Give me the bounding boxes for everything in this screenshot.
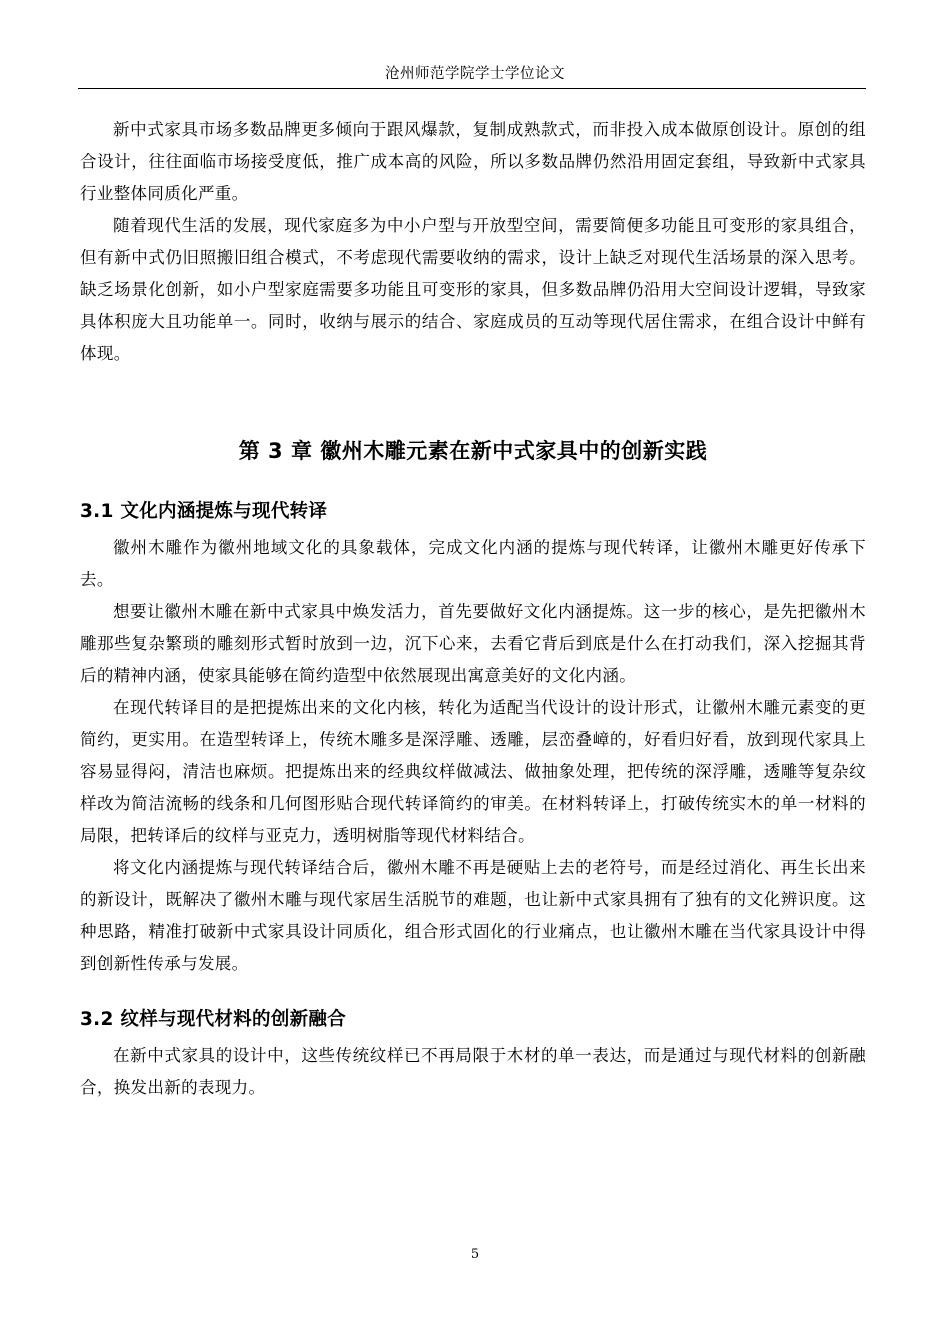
- paragraph: 徽州木雕作为徽州地域文化的具象载体，完成文化内涵的提炼与现代转译，让徽州木雕更好传承下去。: [80, 538, 866, 589]
- section-title: 3.1 文化内涵提炼与现代转译: [80, 501, 328, 522]
- paragraph: 新中式家具市场多数品牌更多倾向于跟风爆款，复制成熟款式，而非投入成本做原创设计。原创的组合设计，往往面临市场接受度低，推广成本高的风险，所以多数品牌仍然沿用固定套组，导致新中式家具行业整体同质化严重。: [80, 120, 866, 203]
- running-header: 沧州师范学院学士学位论文: [385, 66, 565, 82]
- page-body: [80, 114, 866, 1104]
- section-title: 3.2 纹样与现代材料的创新融合: [80, 1009, 347, 1030]
- paragraph: 想要让徽州木雕在新中式家具中焕发活力，首先要做好文化内涵提炼。这一步的核心，是先把徽州木雕那些复杂繁琐的雕刻形式暂时放到一边，沉下心来，去看它背后到底是什么在打动我们，深入挖掘其背后的精神内涵，使家具能够在简约造型中依然展现出寓意美好的文化内涵。: [80, 602, 866, 685]
- paragraph: 在新中式家具的设计中，这些传统纹样已不再局限于木材的单一表达，而是通过与现代材料的创新融合，换发出新的表现力。: [80, 1046, 866, 1097]
- paragraph: 随着现代生活的发展，现代家庭多为中小户型与开放型空间，需要简便多功能且可变形的家具组合，但有新中式仍旧照搬旧组合模式，不考虑现代需要收纳的需求，设计上缺乏对现代生活场景的深入思考。缺乏场景化创新，如小户型家庭需要多功能且可变形的家具，但多数品牌仍沿用大空间设计逻辑，导致家具体积庞大且功能单一。同时，收纳与展示的结合、家庭成员的互动等现代居住需求，在组合设计中鲜有体现。: [80, 216, 866, 363]
- page-number: 5: [470, 1247, 480, 1262]
- paragraph: 将文化内涵提炼与现代转译结合后，徽州木雕不再是硬贴上去的老符号，而是经过消化、再生长出来的新设计，既解决了徽州木雕与现代家居生活脱节的难题，也让新中式家具拥有了独有的文化辨识度。这种思路，精准打破新中式家具设计同质化，组合形式固化的行业痛点，也让徽州木雕在当代家具设计中得到创新性传承与发展。: [80, 858, 866, 973]
- header-divider: [78, 88, 866, 89]
- chapter-title: 第 3 章 徽州木雕元素在新中式家具中的创新实践: [238, 439, 708, 463]
- paragraph: 在现代转译目的是把提炼出来的文化内核，转化为适配当代设计的设计形式，让徽州木雕元素变的更简约，更实用。在造型转译上，传统木雕多是深浮雕、透雕，层峦叠嶂的，好看归好看，放到现代家具上容易显得闷，清洁也麻烦。把提炼出来的经典纹样做减法、做抽象处理，把传统的深浮雕，透雕等复杂纹样改为简洁流畅的线条和几何图形贴合现代转译简约的审美。在材料转译上，打破传统实木的单一材料的局限，把转译后的纹样与亚克力，透明树脂等现代材料结合。: [80, 698, 866, 845]
